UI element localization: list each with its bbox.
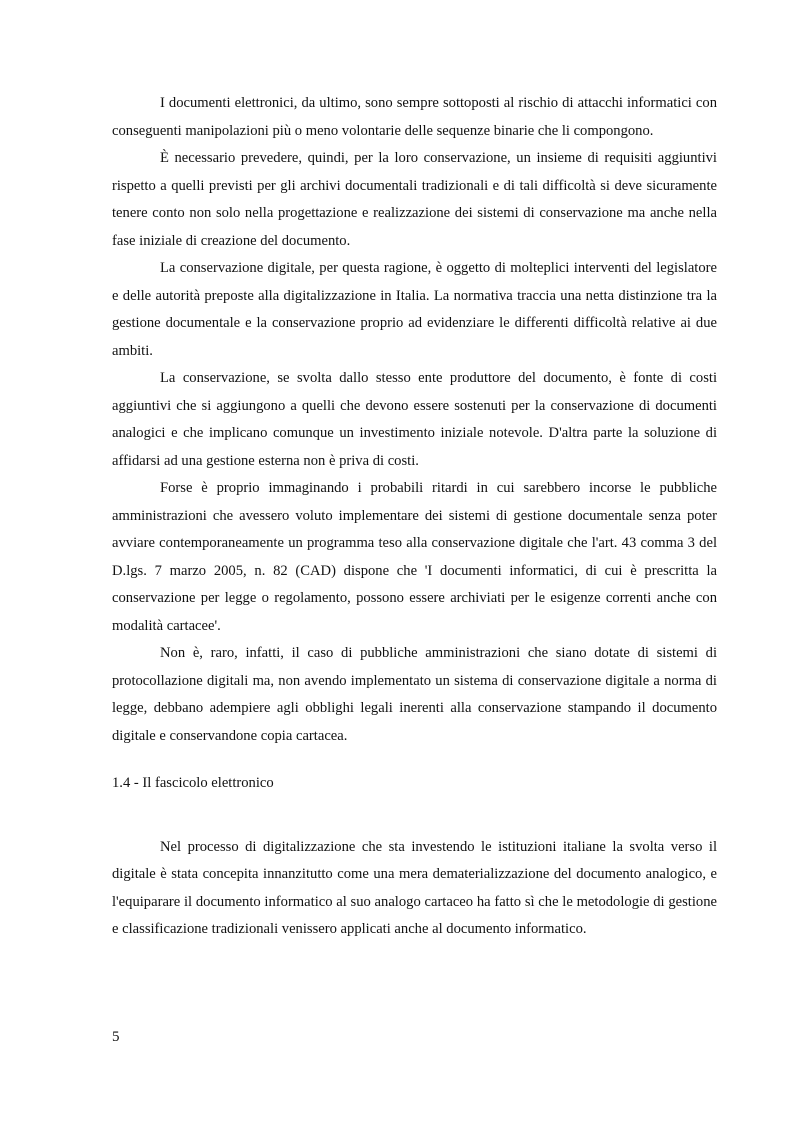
paragraph: Forse è proprio immaginando i probabili ritardi in cui sarebbero incorse le pubbliche amministrazioni che avessero voluto implementare dei sistemi di gestione documentale senza poter avviare contemporaneamente un programma teso alla conservazione digitale che l'art. 43 comma 3 del D.lgs. 7 marzo 2005, n. 82 (CAD) dispone che 'I documenti informatici, di cui è prescritta la conservazione per legge o regolamento, possono essere archiviati per le esigenze correnti anche con modalità cartacee'. — [112, 480, 717, 634]
paragraph: I documenti elettronici, da ultimo, sono sempre sottoposti al rischio di attacchi informatici con conseguenti manipolazioni più o meno volontarie delle sequenze binarie che li compongono. — [112, 95, 717, 139]
body-text — [112, 90, 717, 944]
paragraph: La conservazione digitale, per questa ragione, è oggetto di molteplici interventi del legislatore e delle autorità preposte alla digitalizzazione in Italia. La normativa traccia una netta distinzione tra la gestione documentale e la conservazione proprio ad evidenziare le differenti difficoltà relative ai due ambiti. — [112, 260, 717, 359]
paragraph: Non è, raro, infatti, il caso di pubbliche amministrazioni che siano dotate di sistemi di protocollazione digitali ma, non avendo implementato un sistema di conservazione digitale a norma di legge, debbano adempiere agli obblighi legali inerenti alla conservazione stampando il documento digitale e conservandone copia cartacea. — [112, 645, 717, 744]
page-number: 5 — [112, 1029, 120, 1045]
paragraph: È necessario prevedere, quindi, per la loro conservazione, un insieme di requisiti aggiuntivi rispetto a quelli previsti per gli archivi documentali tradizionali e di tali difficoltà si deve sicuramente tenere conto non solo nella progettazione e realizzazione dei sistemi di conservazione ma anche nella fase iniziale di creazione del documento. — [112, 150, 717, 249]
section-heading: 1.4 - Il fascicolo elettronico — [112, 775, 274, 791]
paragraph: La conservazione, se svolta dallo stesso ente produttore del documento, è fonte di costi aggiuntivi che si aggiungono a quelli che devono essere sostenuti per la conservazione di documenti analogici e che implicano comunque un investimento iniziale notevole. D'altra parte la soluzione di affidarsi ad una gestione esterna non è priva di costi. — [112, 370, 717, 469]
paragraph: Nel processo di digitalizzazione che sta investendo le istituzioni italiane la svolta verso il digitale è stata concepita innanzitutto come una mera dematerializzazione del documento analogico, e l'equiparare il documento informatico al suo analogo cartaceo ha fatto sì che le metodologie di gestione e classificazione tradizionali venissero applicati anche al documento informatico. — [112, 838, 717, 937]
